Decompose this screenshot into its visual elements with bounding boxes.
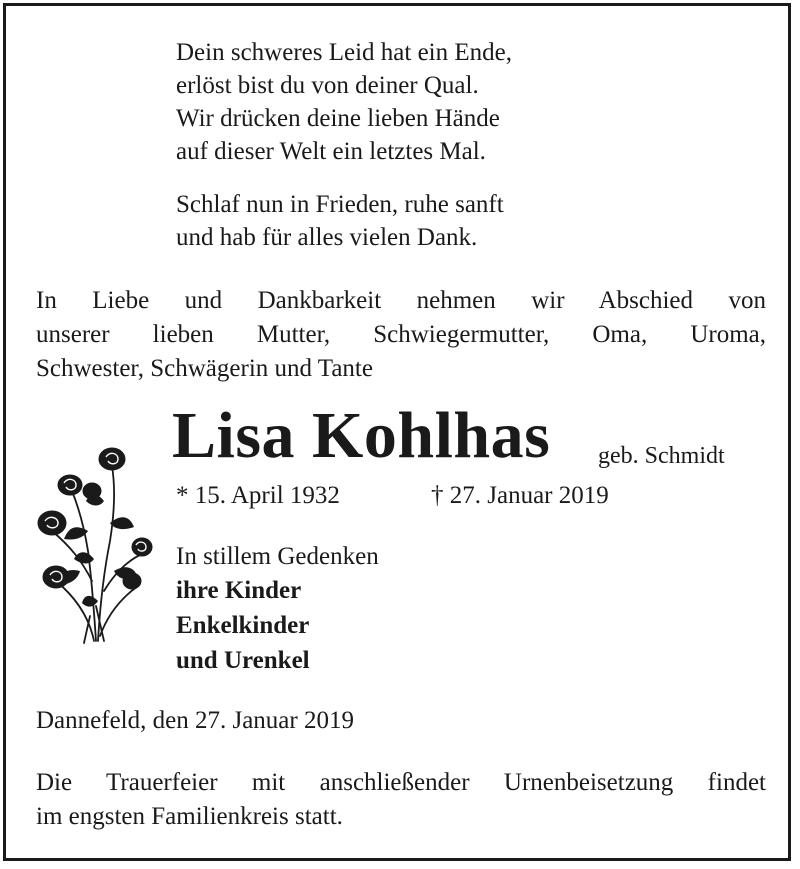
poem-line: Wir drücken deine lieben Hände	[176, 105, 500, 132]
funeral-note-line: Die Trauerfeier mit anschließender Urnenbeisetzung findet	[36, 769, 766, 796]
mourner-line: Enkelkinder	[176, 612, 310, 639]
intro-line: In Liebe und Dankbarkeit nehmen wir Abschied von	[36, 287, 766, 314]
birth-date: * 15. April 1932	[176, 482, 340, 509]
poem-line: und hab für alles vielen Dank.	[176, 224, 478, 251]
poem-line: Schlaf nun in Frieden, ruhe sanft	[176, 191, 504, 218]
intro-line: unserer lieben Mutter, Schwiegermutter, Oma, Uroma,	[36, 321, 766, 348]
poem-line: erlöst bist du von deiner Qual.	[176, 72, 479, 99]
poem-line: Dein schweres Leid hat ein Ende,	[176, 39, 512, 66]
death-date: † 27. Januar 2019	[431, 482, 609, 509]
poem-line: auf dieser Welt ein letztes Mal.	[176, 138, 486, 165]
intro-line: Schwester, Schwägerin und Tante	[36, 355, 373, 382]
funeral-note-line: im engsten Familienkreis statt.	[36, 803, 343, 830]
mourners-intro: In stillem Gedenken	[176, 543, 379, 570]
maiden-name: geb. Schmidt	[598, 443, 725, 469]
deceased-name: Lisa Kohlhas	[172, 399, 551, 472]
rose-bouquet-icon	[34, 431, 154, 656]
mourner-line: ihre Kinder	[176, 577, 302, 604]
place-date: Dannefeld, den 27. Januar 2019	[36, 707, 354, 734]
mourner-line: und Urenkel	[176, 647, 310, 674]
obituary-notice	[3, 3, 791, 861]
